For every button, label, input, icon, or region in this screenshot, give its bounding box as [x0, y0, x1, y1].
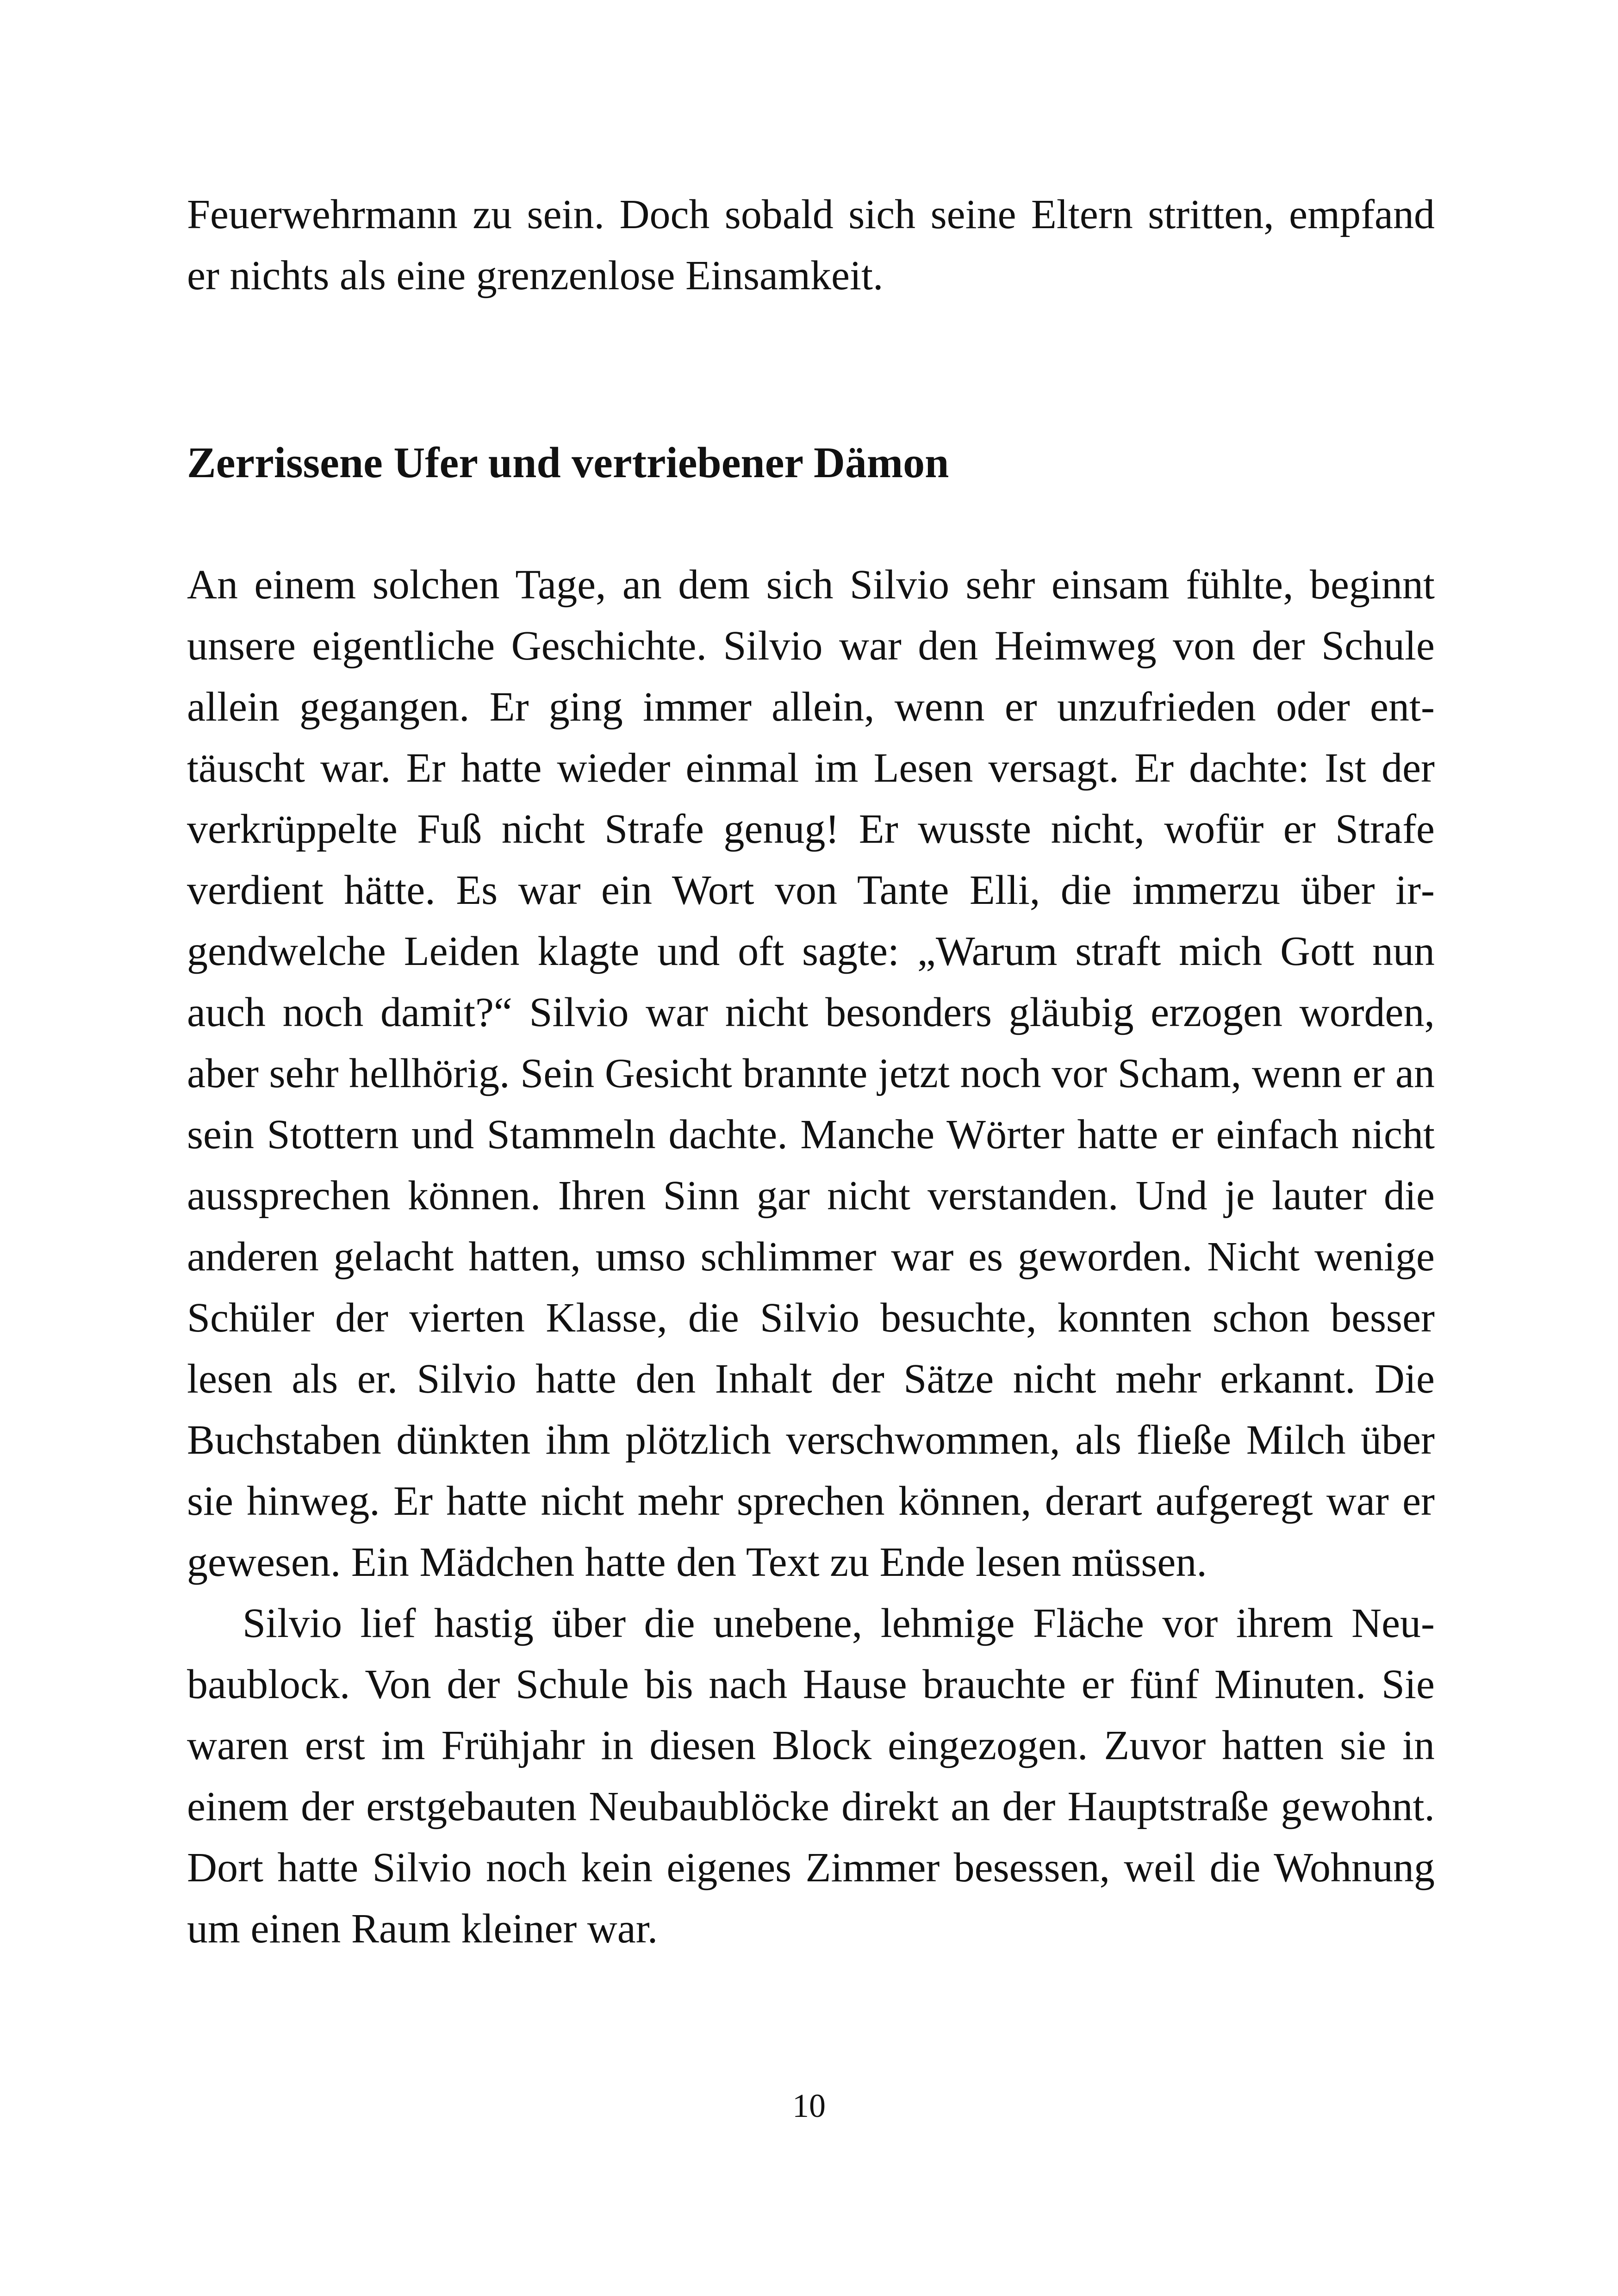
paragraph-1: An einem solchen Tage, an dem sich Silvio sehr einsam fühlte, beginnt unsere eigentliche Geschichte. Silvio war den Heimweg von der Schule allein gegangen. Er ging immer allein, wenn er unzufrieden oder enttäuscht war. Er hatte wieder einmal im Lesen versagt. Er dachte: Ist der verkrüppelte Fuß nicht Strafe genug! Er wusste nicht, wofür er Strafe verdient hätte. Es war ein Wort von Tante Elli, die immerzu über irgendwelche Leiden klagte und oft sagte: „Warum straft mich Gott nun auch noch damit?“ Silvio war nicht besonders gläubig erzogen worden, aber sehr hellhörig. Sein Gesicht brannte jetzt noch vor Scham, wenn er an sein Stottern und Stammeln dachte. Manche Wörter hatte er einfach nicht aussprechen können. Ihren Sinn gar nicht verstanden. Und je lauter die anderen gelacht hatten, umso schlimmer war es geworden. Nicht wenige Schüler der vierten Klasse, die Silvio besuchte, konnten schon besser lesen als er. Silvio hatte den Inhalt der Sätze nicht mehr erkannt. Die Buchstaben dünkten ihm plötzlich verschwommen, als fließe Milch über sie hinweg. Er hatte nicht mehr sprechen können, derart aufgeregt war er gewesen. Ein Mädchen hatte den Text zu Ende lesen müssen.: [187, 562, 1435, 1585]
intro-paragraph: Feuerwehrmann zu sein. Doch sobald sich seine Eltern stritten, empfand er nichts als eine grenzenlose Einsamkeit.: [187, 192, 1435, 299]
intro-text: [187, 184, 1435, 306]
page-number: 10: [792, 2087, 826, 2124]
paragraph-2: Silvio lief hastig über die unebene, lehmige Fläche vor ihrem Neubaublock. Von der Schule bis nach Hause brauchte er fünf Minuten. Sie waren erst im Frühjahr in diesen Block eingezogen. Zuvor hatten sie in einem der erstgebauten Neubaublöcke direkt an der Hauptstraße gewohnt. Dort hatte Silvio noch kein eigenes Zimmer besessen, weil die Wohnung um einen Raum kleiner war.: [187, 1600, 1435, 1952]
body-text: [187, 554, 1435, 1960]
section-heading: Zerrissene Ufer und vertriebener Dämon: [187, 439, 949, 487]
